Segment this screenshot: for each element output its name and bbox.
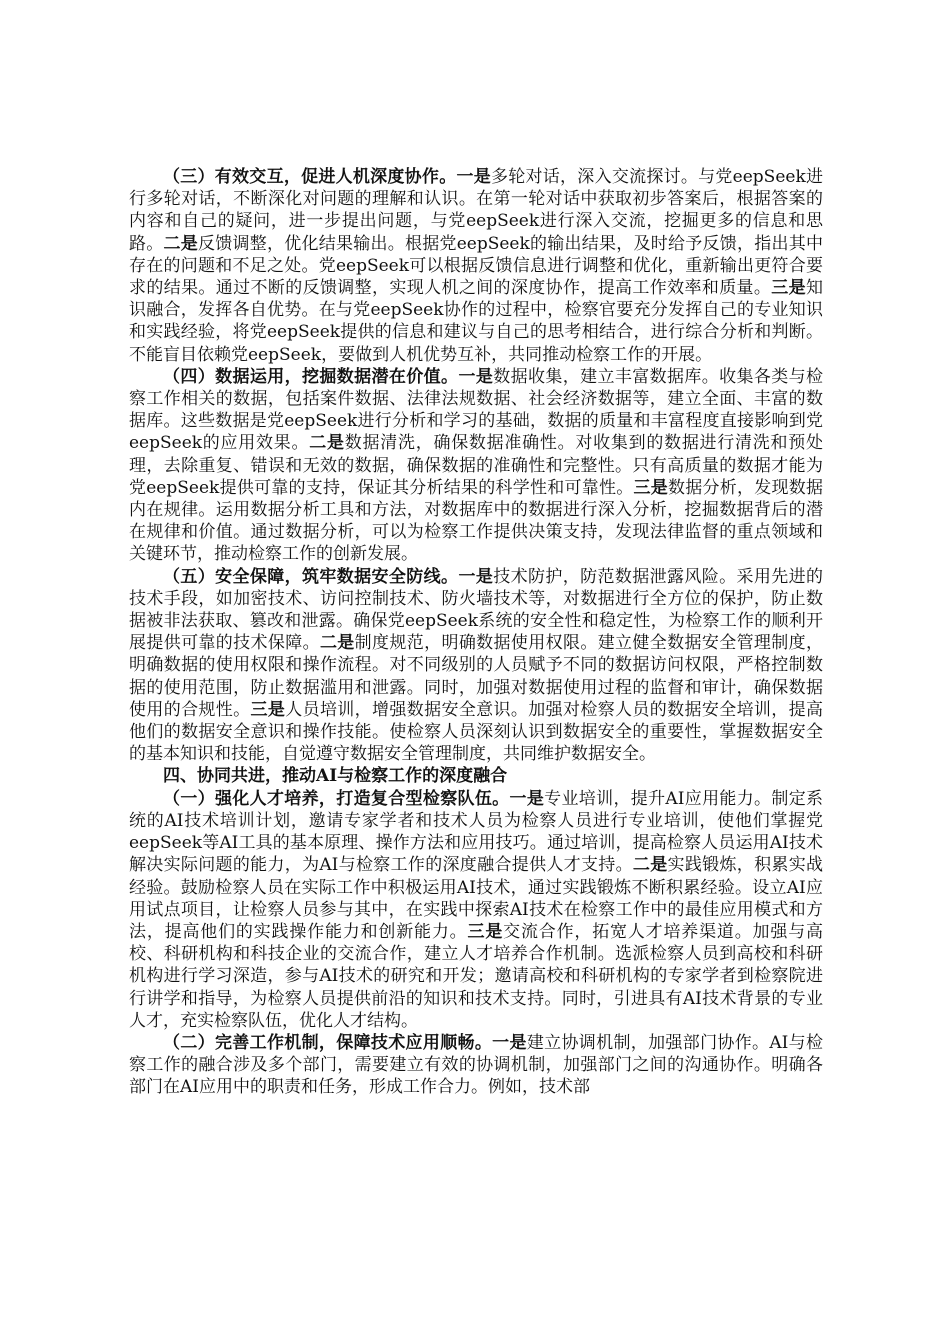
section-heading: （二）完善工作机制，保障技术应用顺畅。 [163,1032,493,1053]
paragraph-text: 人员培训，增强数据安全意识。加强对检察人员的数据安全培训，提高他们的数据安全意识和操作技能。使检察人员深刻认识到数据安全的重要性，掌握数据安全的基本知识和技能，自觉遵守数据安全管理制度，共同维护数据安全。 [129,699,824,765]
paragraph-text: 知识融合，发挥各自优势。在与党eepSeek协作的过程中，检察官要充分发挥自己的专业知识和实践经验，将党eepSeek提供的信息和建议与自己的思考相结合，进行综合分析和判断。不能盲目依赖党eepSeek，要做到人机优势互补，共同推动检察工作的开展。 [129,278,823,365]
keyword-first: 一是 [509,788,545,809]
section-heading: （五）安全保障，筑牢数据安全防线。 [163,566,459,587]
keyword-second: 二是 [163,233,198,254]
paragraph-text: 数据收集，建立丰富数据库。收集各类与检察工作相关的数据，包括案件数据、法律法规数据、社会经济数据等，建立全面、丰富的数据库。这些数据是党eepSeek进行分析和学习的基础，数据的质量和丰富程度直接影响到党eepSeek的应用效果。 [129,366,824,454]
section-heading: （一）强化人才培养，打造复合型检察队伍。 [163,788,510,809]
paragraph-text: 多轮对话，深入交流探讨。与党eepSeek进行多轮对话，不断深化对问题的理解和认识。在第一轮对话中获取初步答案后，根据答案的内容和自己的疑问，进一步提出问题，与党eepSeek进行深入交流，挖掘更多的信息和思路。 [129,167,824,254]
paragraph-text: 反馈调整，优化结果输出。根据党eepSeek的输出结果，及时给予反馈，指出其中存在的问题和不足之处。党eepSeek可以根据反馈信息进行调整和优化，重新输出更符合要求的结果。通过不断的反馈调整，实现人机之间的深度协作，提高工作效率和质量。 [129,233,824,299]
part4-paragraph-1 [129,788,823,1032]
keyword-second: 二是 [632,855,668,876]
paragraph-text: 实践锻炼，积累实战经验。鼓励检察人员在实际工作中积极运用AI技术，通过实践锻炼不断积累经验。设立AI应用试点项目，让检察人员参与其中，在实践中探索AI技术在检察工作中的最佳应用模式和方法，提高他们的实践操作能力和创新能力。 [129,855,824,942]
keyword-third: 三是 [467,921,504,942]
keyword-first: 一是 [458,366,494,387]
section-paragraph-3 [129,166,823,366]
part-four-title: 四、协同共进，推动AI与检察工作的深度融合 [163,766,508,787]
keyword-first: 一是 [456,167,491,187]
part4-paragraph-2 [129,1032,823,1099]
keyword-second: 二是 [309,433,345,454]
document-page [129,166,823,1099]
paragraph-text: 数据清洗，确保数据准确性。对收集到的数据进行清洗和预处理，去除重复、错误和无效的数据，确保数据的准确性和完整性。只有高质量的数据才能为党eepSeek提供可靠的支持，保证其分析结果的科学性和可靠性。 [129,433,824,498]
paragraph-text: 制度规范，明确数据使用权限。建立健全数据安全管理制度，明确数据的使用权限和操作流程。对不同级别的人员赋予不同的数据访问权限，严格控制数据的使用范围，防止数据滥用和泄露。同时，加强对数据使用过程的监督和审计，确保数据使用的合规性。 [129,633,824,720]
keyword-third: 三是 [250,699,286,720]
section-paragraph-5 [129,566,823,766]
keyword-third: 三是 [633,477,669,498]
paragraph-text: 建立协调机制，加强部门协作。AI与检察工作的融合涉及多个部门，需要建立有效的协调机制，加强部门之间的沟通协作。明确各部门在AI应用中的职责和任务，形成工作合力。例如，技术部 [129,1032,824,1098]
section-paragraph-4 [129,366,823,566]
keyword-first: 一是 [492,1032,527,1053]
section-heading: （三）有效交互，促进人机深度协作。 [163,167,457,187]
keyword-second: 二是 [319,633,355,654]
paragraph-text: 数据分析，发现数据内在规律。运用数据分析工具和方法，对数据库中的数据进行深入分析，挖掘数据背后的潜在规律和价值。通过数据分析，可以为检察工作提供决策支持，发现法律监督的重点领域和关键环节，推动检察工作的创新发展。 [129,477,823,565]
keyword-first: 一是 [458,566,494,587]
paragraph-text: 专业培训，提升AI应用能力。制定系统的AI技术培训计划，邀请专家学者和技术人员为检察人员进行专业培训，使他们掌握党eepSeek等AI工具的基本原理、操作方法和应用技巧。通过培训，提高检察人员运用AI技术解决实际问题的能力，为AI与检察工作的深度融合提供人才支持。 [129,788,824,876]
paragraph-text: 技术防护，防范数据泄露风险。采用先进的技术手段，如加密技术、访问控制技术、防火墙技术等，对数据进行全方位的保护，防止数据被非法获取、篡改和泄露。确保党eepSeek系统的安全性和稳定性，为检察工作的顺利开展提供可靠的技术保障。 [129,566,824,654]
section-heading: （四）数据运用，挖掘数据潜在价值。 [163,366,459,387]
paragraph-text: 交流合作，拓宽人才培养渠道。加强与高校、科研机构和科技企业的交流合作，建立人才培养合作机制。选派检察人员到高校和科研机构进行学习深造，参与AI技术的研究和开发；邀请高校和科研机构的专家学者到检察院进行讲学和指导，为检察人员提供前沿的知识和技术支持。同时，引进具有AI技术背景的专业人才，充实检察队伍，优化人才结构。 [129,921,824,1031]
keyword-third: 三是 [771,278,806,299]
